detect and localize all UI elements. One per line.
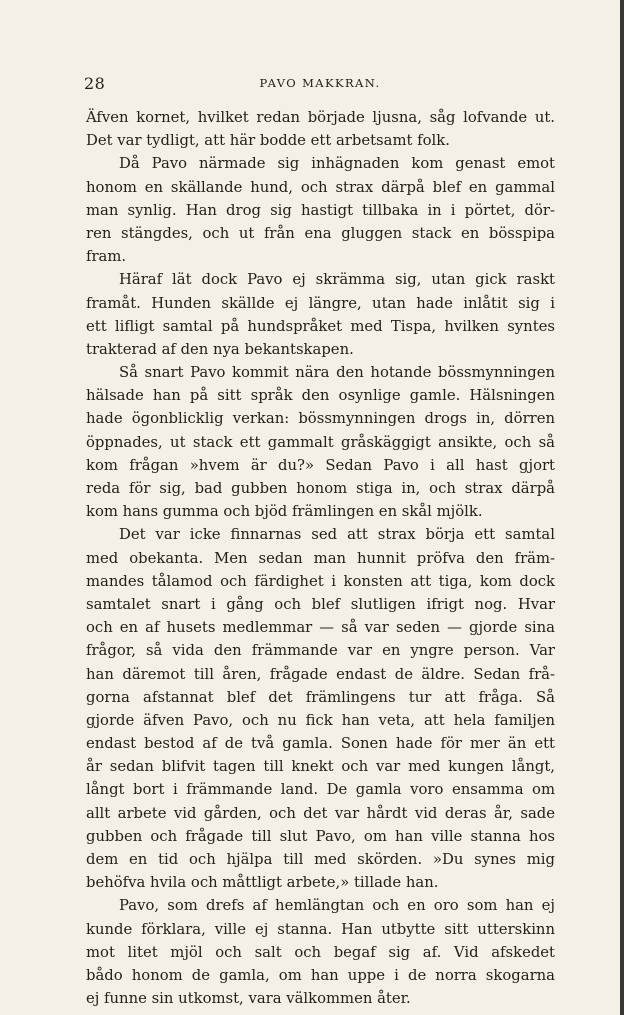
text-line: mandes tålamod och färdighet i konsten att tiga, kom dock: [86, 572, 555, 590]
text-line: med obekanta. Men sedan man hunnit pröfva den främ-: [86, 549, 555, 567]
text-line: Häraf lät dock Pavo ej skrämma sig, utan gick raskt: [119, 271, 555, 289]
text-line: honom en skällande hund, och strax därpå blef en gammal: [86, 178, 555, 196]
text-line: långt bort i främmande land. De gamla voro ensamma om: [86, 781, 555, 799]
text-line: kom hans gumma och bjöd främlingen en skål mjölk.: [86, 503, 483, 521]
text-line: trakterad af den nya bekantskapen.: [86, 340, 354, 358]
text-line: Så snart Pavo kommit nära den hotande bössmynningen: [119, 364, 555, 382]
text-line: Det var icke finnarnas sed att strax börja ett samtal: [119, 526, 555, 544]
text-line: kunde förklara, ville ej stanna. Han utbytte sitt utterskinn: [86, 920, 555, 938]
text-line: behöfva hvila och måttligt arbete,» tillade han.: [86, 874, 439, 892]
text-line: gjorde äfven Pavo, och nu fick han veta, att hela familjen: [86, 711, 555, 729]
text-line: ej funne sin utkomst, vara välkommen åter.: [86, 990, 411, 1008]
text-line: Pavo, som drefs af hemlängtan och en oro som han ej: [119, 897, 555, 915]
page-number: 28: [84, 74, 106, 93]
text-line: endast bestod af de två gamla. Sonen hade för mer än ett: [86, 735, 555, 753]
text-line: dem en tid och hjälpa till med skörden. »Du synes mig: [86, 851, 555, 868]
text-line: kom frågan »hvem är du?» Sedan Pavo i all hast gjort: [86, 456, 555, 474]
text-line: han däremot till åren, frågade endast de äldre. Sedan frå-: [86, 665, 555, 683]
text-line: gubben och frågade till slut Pavo, om han ville stanna hos: [86, 827, 555, 845]
text-line: framåt. Hunden skällde ej längre, utan hade inlåtit sig i: [86, 294, 555, 312]
text-line: och en af husets medlemmar — så var seden — gjorde sina: [86, 619, 555, 637]
text-line: allt arbete vid gården, och det var hårdt vid deras år, sade: [86, 804, 555, 822]
text-line: fram.: [86, 248, 127, 266]
text-line: ren stängdes, och ut från ena gluggen stack en bösspipa: [86, 224, 555, 242]
text-line: samtalet snart i gång och blef slutligen ifrigt nog. Hvar: [86, 595, 555, 613]
text-line: reda för sig, bad gubben honom stiga in, och strax därpå: [86, 480, 555, 497]
text-line: frågor, så vida den främmande var en yngre person. Var: [86, 642, 555, 660]
page-header: [84, 74, 556, 96]
text-line: bådo honom de gamla, om han uppe i de norra skogarna: [86, 966, 555, 984]
text-line: öppnades, ut stack ett gammalt gråskäggigt ansikte, och så: [86, 433, 555, 451]
text-line: Det var tydligt, att här bodde ett arbetsamt folk.: [86, 132, 450, 150]
text-line: gorna afstannat blef det främlingens tur att fråga. Så: [86, 688, 555, 706]
text-line: mot litet mjöl och salt och begaf sig af. Vid afskedet: [86, 943, 555, 961]
text-line: Äfven kornet, hvilket redan började ljusna, såg lofvande ut.: [86, 109, 555, 126]
body-text: [86, 106, 555, 1010]
running-head: PAVO MAKKRAN.: [259, 76, 381, 90]
text-line: Då Pavo närmade sig inhägnaden kom genast emot: [119, 155, 555, 173]
page-edge: [620, 0, 624, 1015]
text-line: år sedan blifvit tagen till knekt och var med kungen långt,: [86, 758, 555, 776]
text-line: man synlig. Han drog sig hastigt tillbaka in i pörtet, dör-: [86, 201, 555, 219]
text-line: hade ögonblicklig verkan: bössmynningen drogs in, dörren: [86, 410, 555, 428]
text-line: ett lifligt samtal på hundspråket med Tispa, hvilken syntes: [86, 317, 555, 335]
text-line: hälsade han på sitt språk den osynlige gamle. Hälsningen: [86, 387, 555, 405]
